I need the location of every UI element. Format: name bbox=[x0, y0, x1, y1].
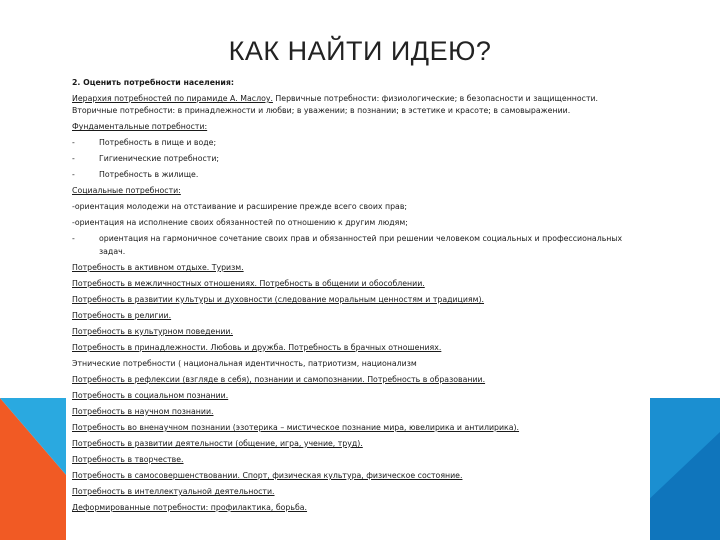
maslow-text: Первичные потребности: физиологические; в безопасности и защищенности. Вторичные потребности: в принадлежности и любви; в уважении; в познании; в эстетике и красоте; в самовыражении. bbox=[72, 94, 599, 116]
maslow-link[interactable]: Иерархия потребностей по пирамиде А. Маслоу. bbox=[72, 94, 273, 103]
dash-marker: - bbox=[72, 170, 75, 180]
need-text: Этнические потребности ( национальная идентичность, патриотизм, национализм bbox=[72, 358, 417, 368]
fundamental-item-text: Потребность в пище и воде; bbox=[99, 138, 217, 148]
social-item: -ориентация молодежи на отстаивание и расширение прежде всего своих прав; bbox=[72, 202, 408, 212]
need-link[interactable]: Потребность в рефлексии (взгляде в себя), познании и самопознании. Потребность в образовании. bbox=[72, 374, 486, 384]
dash-marker: - bbox=[72, 154, 75, 164]
dash-marker: - bbox=[72, 234, 75, 244]
need-link[interactable]: Потребность в принадлежности. Любовь и дружба. Потребность в брачных отношениях. bbox=[72, 342, 442, 352]
slide-content bbox=[72, 77, 644, 518]
need-link[interactable]: Потребность в активном отдыхе. Туризм. bbox=[72, 262, 244, 272]
dash-marker: - bbox=[72, 138, 75, 148]
social-bullet-text: ориентация на гармоничное сочетание своих прав и обязанностей при решении человеком социальных и профессиональных задач. bbox=[99, 234, 623, 256]
fundamental-item bbox=[72, 153, 644, 165]
need-link[interactable]: Потребность в межличностных отношениях. Потребность в общении и обособлении. bbox=[72, 278, 425, 288]
need-link[interactable]: Потребность в научном познании. bbox=[72, 406, 214, 416]
need-link[interactable]: Потребность в творчестве. bbox=[72, 454, 184, 464]
social-needs-title: Социальные потребности: bbox=[72, 186, 181, 196]
social-bullet-item bbox=[72, 233, 644, 258]
fundamental-item-text: Гигиенические потребности; bbox=[99, 154, 220, 164]
need-link[interactable]: Потребность в развитии деятельности (общение, игра, учение, труд). bbox=[72, 438, 363, 448]
need-link[interactable]: Потребность во вненаучном познании (эзотерика – мистическое познание мира, ювелирика и антилирика). bbox=[72, 422, 520, 432]
slide-title: КАК НАЙТИ ИДЕЮ? bbox=[228, 36, 492, 66]
fundamental-item bbox=[72, 137, 644, 149]
social-item: -ориентация на исполнение своих обязанностей по отношению к другим людям; bbox=[72, 218, 408, 228]
fundamental-item bbox=[72, 169, 644, 181]
fundamental-needs-title: Фундаментальные потребности: bbox=[72, 122, 208, 132]
need-link[interactable]: Потребность в религии. bbox=[72, 310, 172, 320]
need-link[interactable]: Деформированные потребности: профилактика, борьба. bbox=[72, 502, 308, 512]
section-heading: 2. Оценить потребности населения: bbox=[72, 78, 234, 87]
need-link[interactable]: Потребность в интеллектуальной деятельности. bbox=[72, 486, 275, 496]
maslow-paragraph bbox=[72, 93, 644, 118]
need-link[interactable]: Потребность в социальном познании. bbox=[72, 390, 229, 400]
need-link[interactable]: Потребность в развитии культуры и духовности (следование моральным ценностям и традициям). bbox=[72, 294, 485, 304]
fundamental-item-text: Потребность в жилище. bbox=[99, 170, 199, 180]
need-link[interactable]: Потребность в самосовершенствовании. Спорт, физическая культура, физическое состояние. bbox=[72, 470, 463, 480]
need-link[interactable]: Потребность в культурном поведении. bbox=[72, 326, 233, 336]
